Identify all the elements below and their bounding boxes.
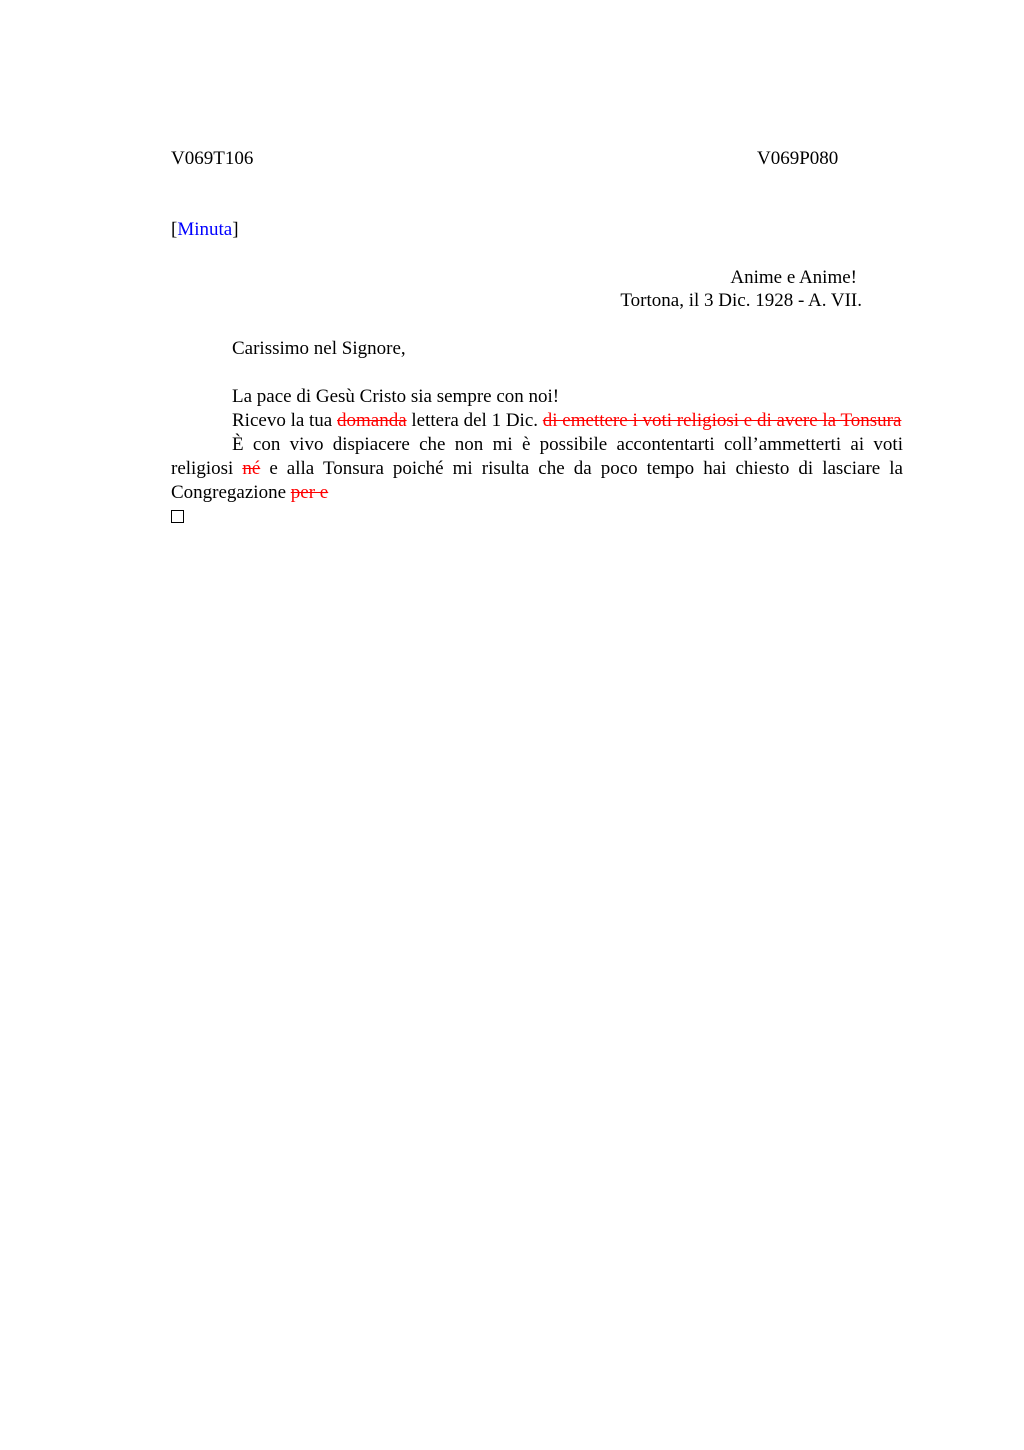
deleted-text: per e [290,482,329,503]
bracket-close: ] [232,219,239,240]
paragraph-1 [171,409,903,433]
end-mark-line [171,505,903,529]
salutation: Carissimo nel Signore, [232,338,406,359]
deleted-text: di emettere i voti religiosi e di avere la Tonsura [542,410,902,431]
draft-label-link[interactable]: Minuta [177,219,233,240]
deleted-text: domanda [337,410,407,431]
document-code-left: V069T106 [171,148,254,169]
greeting: La pace di Gesù Cristo sia sempre con noi! [232,386,560,407]
paragraph-2-text-b: e alla Tonsura poiché mi risulta che da poco tempo hai chiesto di lasciare la Congregazione [171,458,903,503]
motto: Anime e Anime! [730,267,857,288]
document-code-right: V069P080 [757,148,839,169]
letter-body [171,337,903,529]
empty-square-icon [171,510,184,523]
dateline: Tortona, il 3 Dic. 1928 - A. VII. [620,290,862,311]
paragraph-1-text-a: Ricevo la tua [232,410,337,431]
paragraph-gap [171,361,903,385]
paragraph-1-text-b: lettera del 1 Dic. [406,410,543,431]
deleted-text: né [242,458,261,479]
paragraph-2-text-a: È con vivo dispiacere che non mi è possibile accontentarti coll’ammetterti ai voti religiosi [171,434,903,479]
paragraph-2 [171,433,903,505]
bracket-open: [ [171,219,178,240]
draft-note [171,218,239,242]
